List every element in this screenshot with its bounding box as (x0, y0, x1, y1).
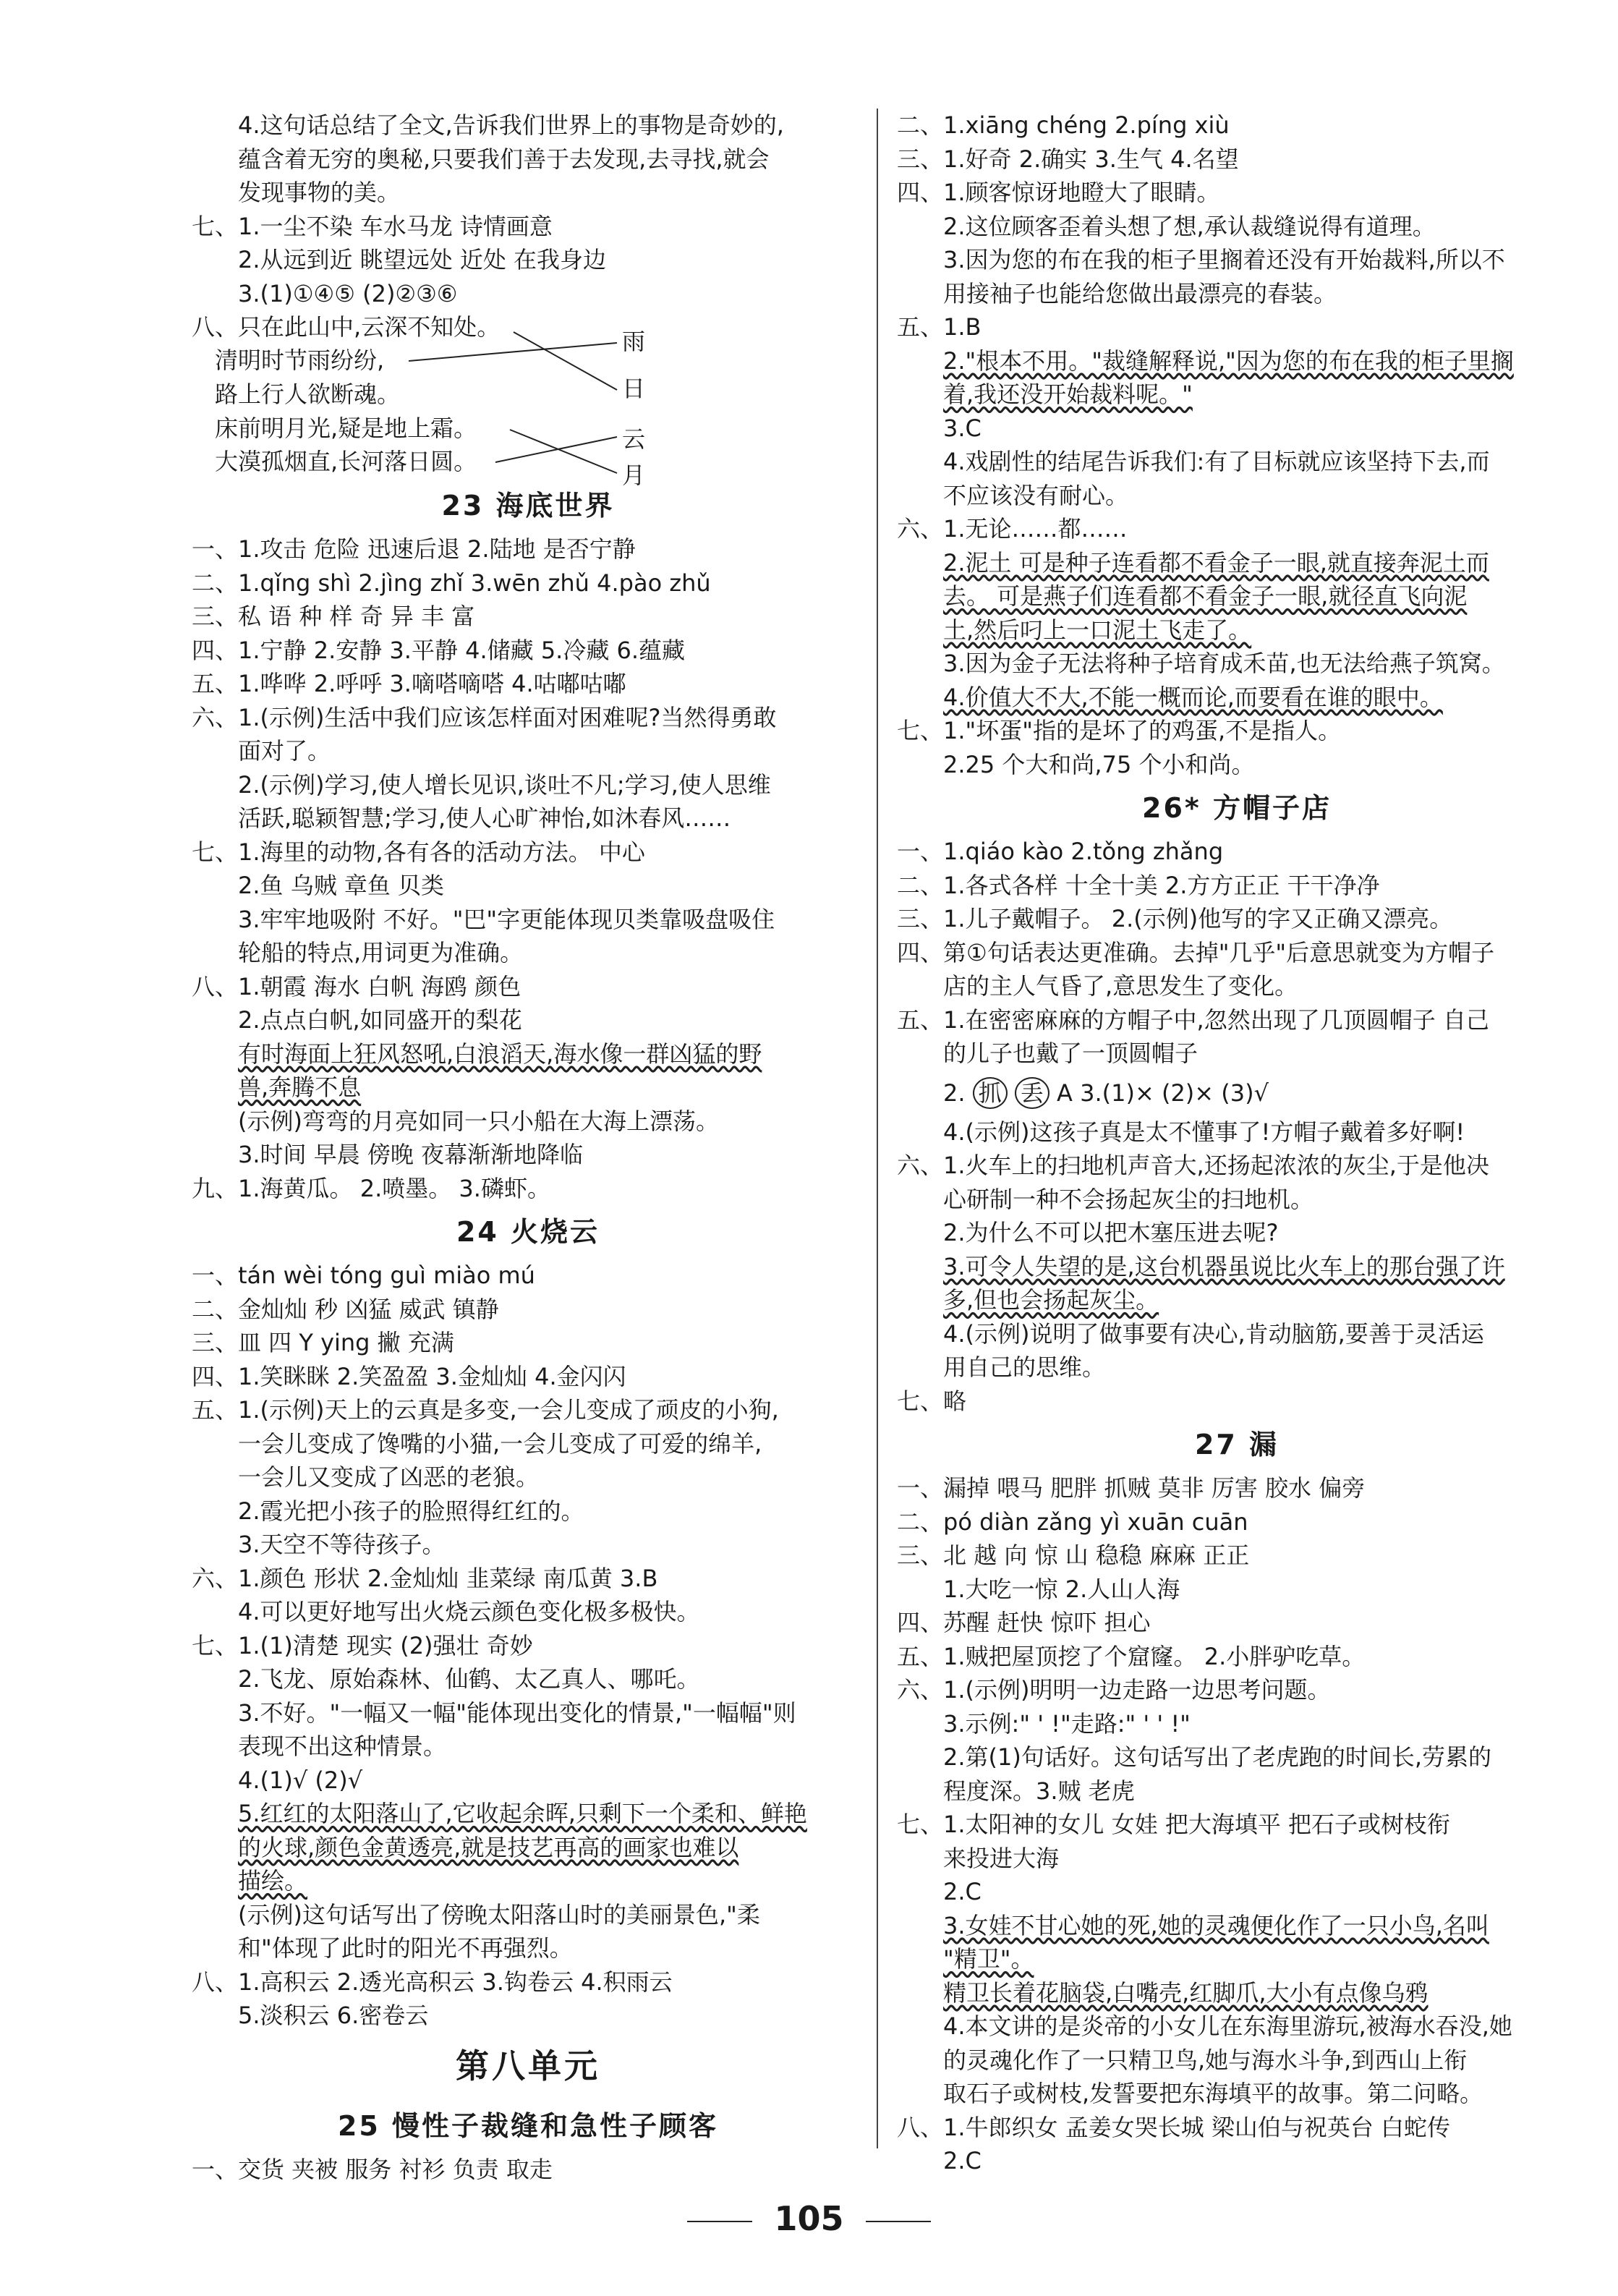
answer-line (897, 1283, 1577, 1317)
answer-line: 2.C (943, 1878, 982, 1905)
answer-line: 面对了。 (238, 737, 331, 765)
answer-line: 八、1.牛郎织女 孟姜女哭长城 梁山伯与祝英台 白蛇传 (897, 2113, 1451, 2141)
match-row: 清明时节雨纷纷, (215, 346, 385, 374)
answer-line: 六、1.(示例)明明一边走路一边思考问题。 (897, 1676, 1331, 1704)
answer-line: 2.25 个大和尚,75 个小和尚。 (943, 750, 1255, 778)
page-number (0, 2199, 1618, 2238)
answer-line: 用接袖子也能给您做出最漂亮的春装。 (943, 279, 1337, 307)
answer-line (192, 1831, 864, 1865)
answer-line: 4.(1)√ (2)√ (238, 1766, 363, 1794)
answer-line: 3.时间 早晨 傍晚 夜幕渐渐地降临 (238, 1141, 584, 1168)
wavy-underlined-text: 去。 可是燕子们连看都不看金子一眼,就径直飞向泥 (943, 582, 1468, 610)
answer-line: 2.(示例)学习,使人增长见识,谈吐不凡;学习,使人思维 (238, 770, 771, 799)
wavy-underlined-text: 3.可令人失望的是,这台机器虽说比火车上的那台强了许 (943, 1252, 1505, 1280)
answer-line: 七、略 (897, 1387, 967, 1415)
answer-line (192, 1071, 864, 1105)
page-number-dash (866, 2221, 931, 2222)
answer-line: 三、北 越 向 惊 山 稳稳 麻麻 正正 (897, 1542, 1250, 1569)
answer-line: 的灵魂化作了一只精卫鸟,她与海水斗争,到西山上衔 (943, 2046, 1468, 2074)
wavy-underlined-text: 土,然后叼上一口泥土飞走了。 (943, 616, 1252, 644)
circled-char: 丢 (1015, 1077, 1049, 1109)
answer-line: 2.点点白帆,如同盛开的梨花 (238, 1006, 522, 1034)
answer-line: 四、苏醒 赶快 惊吓 担心 (897, 1609, 1151, 1636)
answer-line: 七、1.太阳神的女儿 女娃 把大海填平 把石子或树枝衔 (897, 1811, 1451, 1838)
answer-line: 一、交货 夹被 服务 衬衫 负责 取走 (192, 2155, 553, 2183)
answer-line: 二、pó diàn zǎng yì xuān cuān (897, 1508, 1248, 1536)
answer-line (897, 1942, 1577, 1976)
answer-tail: A 3.(1)× (2)× (3)√ (1057, 1079, 1269, 1107)
answer-line: 4.戏剧性的结尾告诉我们:有了目标就应该坚持下去,而 (943, 448, 1490, 475)
answer-line: 蕴含着无穷的奥秘,只要我们善于去发现,去寻找,就会 (238, 145, 770, 173)
answer-line: 五、1.贼把屋顶挖了个窟窿。 2.小胖驴吃草。 (897, 1642, 1366, 1670)
answer-line (897, 546, 1577, 580)
answer-line: 轮船的特点,用词更为准确。 (238, 939, 524, 966)
answer-line: 四、第①句话表达更准确。去掉"几乎"后意思就变为方帽子 (897, 938, 1495, 966)
wavy-underlined-text: 着,我还没开始裁料呢。" (943, 380, 1193, 408)
answer-line: 一、1.qiáo kào 2.tǒng zhǎng (897, 838, 1224, 865)
answer-line: 3.示例:" ' !"走路:" ' ' !" (943, 1709, 1191, 1738)
match-prefix: 八、 (192, 313, 239, 341)
answer-line (897, 1250, 1577, 1284)
answer-line: 3.因为金子无法将种子培育成禾苗,也无法给燕子筑窝。 (943, 650, 1505, 677)
wavy-underlined-text: 多,但也会扬起灰尘。 (943, 1286, 1159, 1314)
answer-line: 3.不好。"一幅又一幅"能体现出变化的情景,"一幅幅"则 (238, 1698, 796, 1727)
answer-line: 二、1.各式各样 十全十美 2.方方正正 干干净净 (897, 871, 1380, 899)
column-divider (877, 109, 878, 2148)
answer-line: 3.因为您的布在我的柜子里搁着还没有开始裁料,所以不 (943, 246, 1505, 273)
answer-line: 4.这句话总结了全文,告诉我们世界上的事物是奇妙的, (238, 111, 784, 139)
left-column (192, 109, 864, 2186)
answer-line: 七、1."坏蛋"指的是坏了的鸡蛋,不是指人。 (897, 717, 1342, 744)
answer-line: 和"体现了此时的阳光不再强烈。 (238, 1934, 573, 1962)
answer-line: 四、1.顾客惊讶地瞪大了眼睛。 (897, 179, 1220, 206)
lesson-title: 26* 方帽子店 (1142, 792, 1332, 824)
answer-line: 三、1.儿子戴帽子。 2.(示例)他写的字又正确又漂亮。 (897, 905, 1453, 932)
answer-line: 4.本文讲的是炎帝的小女儿在东海里游玩,被海水吞没,她 (943, 2012, 1512, 2040)
wavy-underlined-text: 2."根本不用。"裁缝解释说,"因为您的布在我的柜子里搁 (943, 346, 1514, 375)
answer-line (192, 1864, 864, 1898)
answer-line: 店的主人气昏了,意思发生了变化。 (943, 972, 1298, 1000)
answer-line: 五、1.(示例)天上的云真是多变,一会儿变成了顽皮的小狗, (192, 1396, 779, 1424)
item-number: 2. (943, 1079, 966, 1107)
answer-line: 2.霞光把小孩子的脸照得红红的。 (238, 1497, 584, 1525)
answer-line: 九、1.海黄瓜。 2.喷墨。 3.磷虾。 (192, 1174, 550, 1202)
answer-line: 四、1.笑眯眯 2.笑盈盈 3.金灿灿 4.金闪闪 (192, 1362, 626, 1390)
answer-line: 5.淡积云 6.密卷云 (238, 2002, 429, 2029)
matching-exercise (192, 310, 864, 489)
answer-line: 五、1.哗哗 2.呼呼 3.嘀嗒嘀嗒 4.咕嘟咕嘟 (192, 670, 626, 697)
answer-line: 八、1.朝霞 海水 白帆 海鸥 颜色 (192, 972, 521, 1000)
answer-line: 4.(示例)说明了做事要有决心,肯动脑筋,要善于灵活运 (943, 1319, 1484, 1348)
answer-line: 六、1.颜色 形状 2.金灿灿 韭菜绿 南瓜黄 3.B (192, 1564, 658, 1592)
answer-line: 一、tán wèi tóng guì miào mú (192, 1262, 535, 1289)
answer-line: 二、1.xiāng chéng 2.píng xiù (897, 111, 1230, 139)
answer-line: 2.鱼 乌贼 章鱼 贝类 (238, 872, 445, 899)
circled-char: 抓 (973, 1077, 1008, 1109)
match-target: 日 (622, 375, 646, 402)
answer-line: 七、1.一尘不染 车水马龙 诗情画意 (192, 212, 553, 240)
answer-line: 二、金灿灿 秒 凶猛 威武 镇静 (192, 1295, 499, 1323)
lesson-title: 25 慢性子裁缝和急性子顾客 (337, 2109, 719, 2142)
answer-line (897, 1976, 1577, 2010)
match-row: 床前明月光,疑是地上霜。 (215, 414, 477, 442)
answer-line (897, 681, 1577, 715)
answer-line (192, 1797, 864, 1831)
lesson-title: 23 海底世界 (441, 490, 615, 522)
wavy-underlined-text: 4.价值大不大,不能一概而论,而要看在谁的眼中。 (943, 683, 1443, 711)
matching-lines (192, 310, 655, 484)
answer-line: 四、1.宁静 2.安静 3.平静 4.储藏 5.冷藏 6.蕴藏 (192, 636, 686, 664)
answer-line: (示例)弯弯的月亮如同一只小船在大海上漂荡。 (238, 1107, 719, 1135)
answer-line: 心研制一种不会扬起灰尘的扫地机。 (943, 1185, 1314, 1213)
answer-line: 一、1.攻击 危险 迅速后退 2.陆地 是否宁静 (192, 535, 636, 563)
answer-line: 2.飞龙、原始森林、仙鹤、太乙真人、哪吒。 (238, 1665, 700, 1693)
answer-line: 1.大吃一惊 2.人山人海 (943, 1575, 1180, 1603)
answer-line: 三、皿 四 Y ying 撇 充满 (192, 1329, 454, 1356)
answer-line: 五、1.B (897, 313, 982, 341)
wavy-underlined-text: 精卫长着花脑袋,白嘴壳,红脚爪,大小有点像乌鸦 (943, 1978, 1428, 2007)
answer-line (897, 1071, 1577, 1115)
answer-line: 2.为什么不可以把木塞压进去呢? (943, 1219, 1279, 1246)
wavy-underlined-text: "精卫"。 (943, 1945, 1034, 1973)
wavy-underlined-text: 2.泥土 可是种子连看都不看金子一眼,就直接奔泥土而 (943, 548, 1489, 577)
unit-title: 第八单元 (456, 2046, 600, 2085)
answer-line (897, 378, 1577, 412)
wavy-underlined-text: 5.红红的太阳落山了,它收起余晖,只剩下一个柔和、鲜艳 (238, 1800, 807, 1827)
answer-line: 程度深。3.贼 老虎 (943, 1777, 1135, 1805)
answer-line: 六、1.火车上的扫地机声音大,还扬起浓浓的灰尘,于是他决 (897, 1152, 1489, 1179)
answer-line (897, 613, 1577, 647)
answer-line: 的儿子也戴了一顶圆帽子 (943, 1039, 1198, 1067)
answer-line (897, 579, 1577, 613)
match-row: 只在此山中,云深不知处。 (238, 313, 501, 341)
wavy-underlined-text: 兽,奔腾不息 (238, 1073, 362, 1101)
answer-line: 3.天空不等待孩子。 (238, 1531, 446, 1558)
answer-line: 活跃,聪颖智慧;学习,使人心旷神怡,如沐春风…… (238, 804, 731, 832)
wavy-underlined-text: 的火球,颜色金黄透亮,就是技艺再高的画家也难以 (238, 1833, 739, 1861)
answer-line: 2.第(1)句话好。这句话写出了老虎跑的时间长,劳累的 (943, 1743, 1492, 1771)
lesson-title: 27 漏 (1194, 1429, 1280, 1460)
wavy-underlined-text: 有时海面上狂风怒吼,白浪滔天,海水像一群凶猛的野 (238, 1039, 762, 1068)
answer-line: 一会儿变成了馋嘴的小猫,一会儿变成了可爱的绵羊, (238, 1429, 762, 1458)
answer-line: 六、1.无论……都…… (897, 515, 1128, 543)
wavy-underlined-text: 3.女娃不甘心她的死,她的灵魂便化作了一只小鸟,名叫 (943, 1911, 1489, 1939)
match-target: 月 (622, 462, 646, 489)
match-target: 雨 (622, 328, 646, 355)
answer-line: 七、1.(1)清楚 现实 (2)强壮 奇妙 (192, 1631, 533, 1659)
answer-line: 3.(1)①④⑤ (2)②③⑥ (238, 279, 458, 307)
answer-line: 八、1.高积云 2.透光高积云 3.钩卷云 4.积雨云 (192, 1968, 673, 1996)
answer-line: (示例)这句话写出了傍晚太阳落山时的美丽景色,"柔 (238, 1900, 760, 1929)
answer-line: 2.从远到近 眺望远处 近处 在我身边 (238, 246, 607, 273)
answer-line: 用自己的思维。 (943, 1353, 1106, 1381)
match-row: 大漠孤烟直,长河落日圆。 (215, 448, 477, 475)
answer-line: 4.(示例)这孩子真是太不懂事了!方帽子戴着多好啊! (943, 1118, 1465, 1146)
answer-line: 取石子或树枝,发誓要把东海填平的故事。第二问略。 (943, 2080, 1483, 2107)
answer-line: 发现事物的美。 (238, 179, 401, 206)
answer-line: 七、1.海里的动物,各有各的活动方法。 中心 (192, 838, 645, 866)
answer-line: 二、1.qǐng shì 2.jìng zhǐ 3.wēn zhǔ 4.pào zhǔ (192, 569, 711, 597)
lesson-title: 24 火烧云 (456, 1216, 600, 1248)
answer-line: 来投进大海 (943, 1844, 1060, 1872)
answer-line (897, 344, 1577, 378)
match-target: 云 (622, 425, 646, 453)
right-column (897, 109, 1577, 2178)
answer-line: 一会儿又变成了凶恶的老狼。 (238, 1463, 540, 1491)
answer-line (192, 1037, 864, 1071)
answer-line: 2.这位顾客歪着头想了想,承认裁缝说得有道理。 (943, 212, 1436, 240)
answer-line: 一、漏掉 喂马 肥胖 抓贼 莫非 厉害 胶水 偏旁 (897, 1474, 1366, 1502)
answer-line: 3.牢牢地吸附 不好。"巴"字更能体现贝类靠吸盘吸住 (238, 905, 775, 933)
page-number-value: 105 (774, 2199, 844, 2238)
answer-line: 表现不出这种情景。 (238, 1732, 447, 1760)
answer-line: 2.C (943, 2147, 982, 2174)
answer-line (897, 1909, 1577, 1943)
page-number-dash (687, 2221, 752, 2222)
match-row: 路上行人欲断魂。 (215, 380, 401, 408)
answer-line: 六、1.(示例)生活中我们应该怎样面对困难呢?当然得勇敢 (192, 703, 777, 731)
wavy-underlined-text: 描绘。 (238, 1867, 308, 1895)
answer-line: 4.可以更好地写出火烧云颜色变化极多极快。 (238, 1598, 700, 1625)
answer-line: 三、1.好奇 2.确实 3.生气 4.名望 (897, 145, 1239, 173)
answer-line: 三、私 语 种 样 奇 异 丰 富 (192, 603, 475, 630)
answer-line: 3.C (943, 414, 982, 442)
answer-line: 五、1.在密密麻麻的方帽子中,忽然出现了几顶圆帽子 自己 (897, 1005, 1489, 1034)
answer-line: 不应该没有耐心。 (943, 481, 1129, 509)
